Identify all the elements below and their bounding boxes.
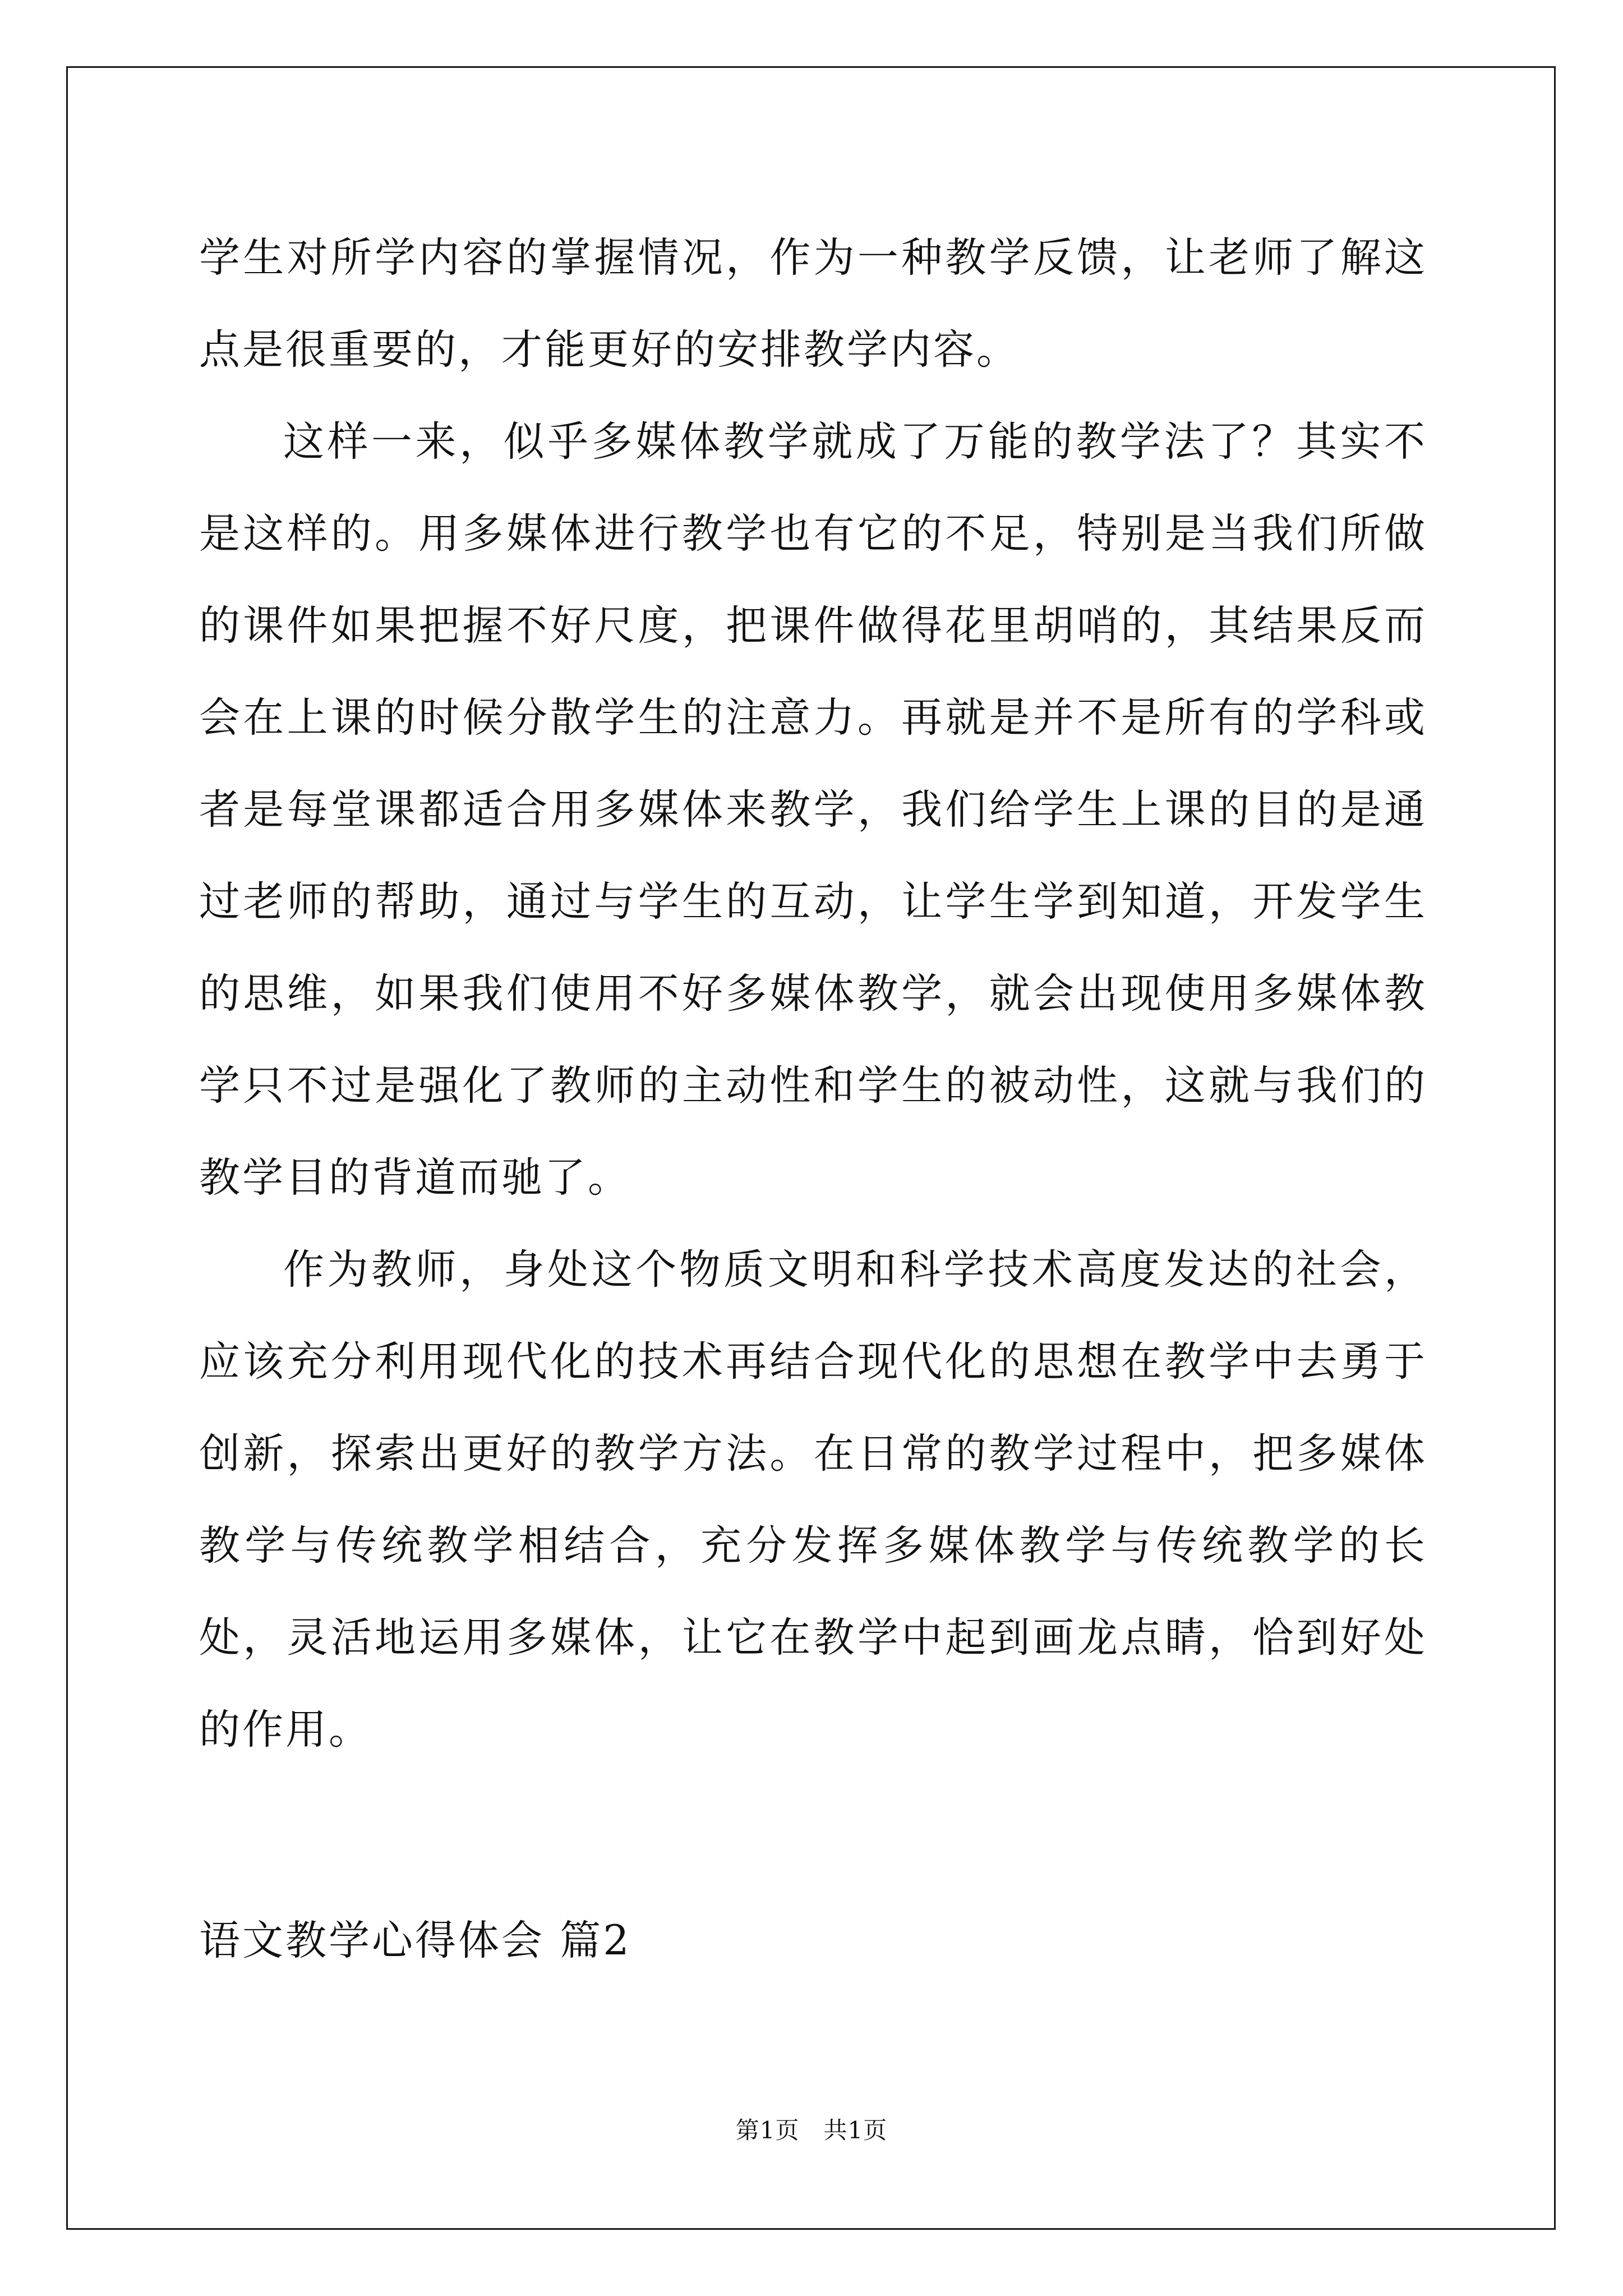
page-footer: 第1页 共1页 (735, 2116, 888, 2144)
paragraph-2: 这样一来，似乎多媒体教学就成了万能的教学法了？其实不是这样的。用多媒体进行教学也有它的不足，特别是当我们所做的课件如果把握不好尺度，把课件做得花里胡哨的，其结果反而会在上课的时候分散学生的注意力。再就是并不是所有的学科或者是每堂课都适合用多媒体来教学，我们给学生上课的目的是通过老师的帮助，通过与学生的互动，让学生学到知道，开发学生的思维，如果我们使用不好多媒体教学，就会出现使用多媒体教学只不过是强化了教师的主动性和学生的被动性，这就与我们的教学目的背道而驰了。 (199, 418, 1427, 1202)
paragraph-1: 学生对所学内容的掌握情况，作为一种教学反馈，让老师了解这点是很重要的，才能更好的安排教学内容。 (199, 234, 1427, 374)
document-body (199, 212, 1427, 1776)
paragraph-3: 作为教师，身处这个物质文明和科学技术高度发达的社会，应该充分利用现代化的技术再结合现代化的思想在教学中去勇于创新，探索出更好的教学方法。在日常的教学过程中，把多媒体教学与传统教学相结合，充分发挥多媒体教学与传统教学的长处，灵活地运用多媒体，让它在教学中起到画龙点睛，恰到好处的作用。 (199, 1246, 1427, 1754)
section-heading: 语文教学心得体会 篇2 (199, 1917, 631, 1964)
